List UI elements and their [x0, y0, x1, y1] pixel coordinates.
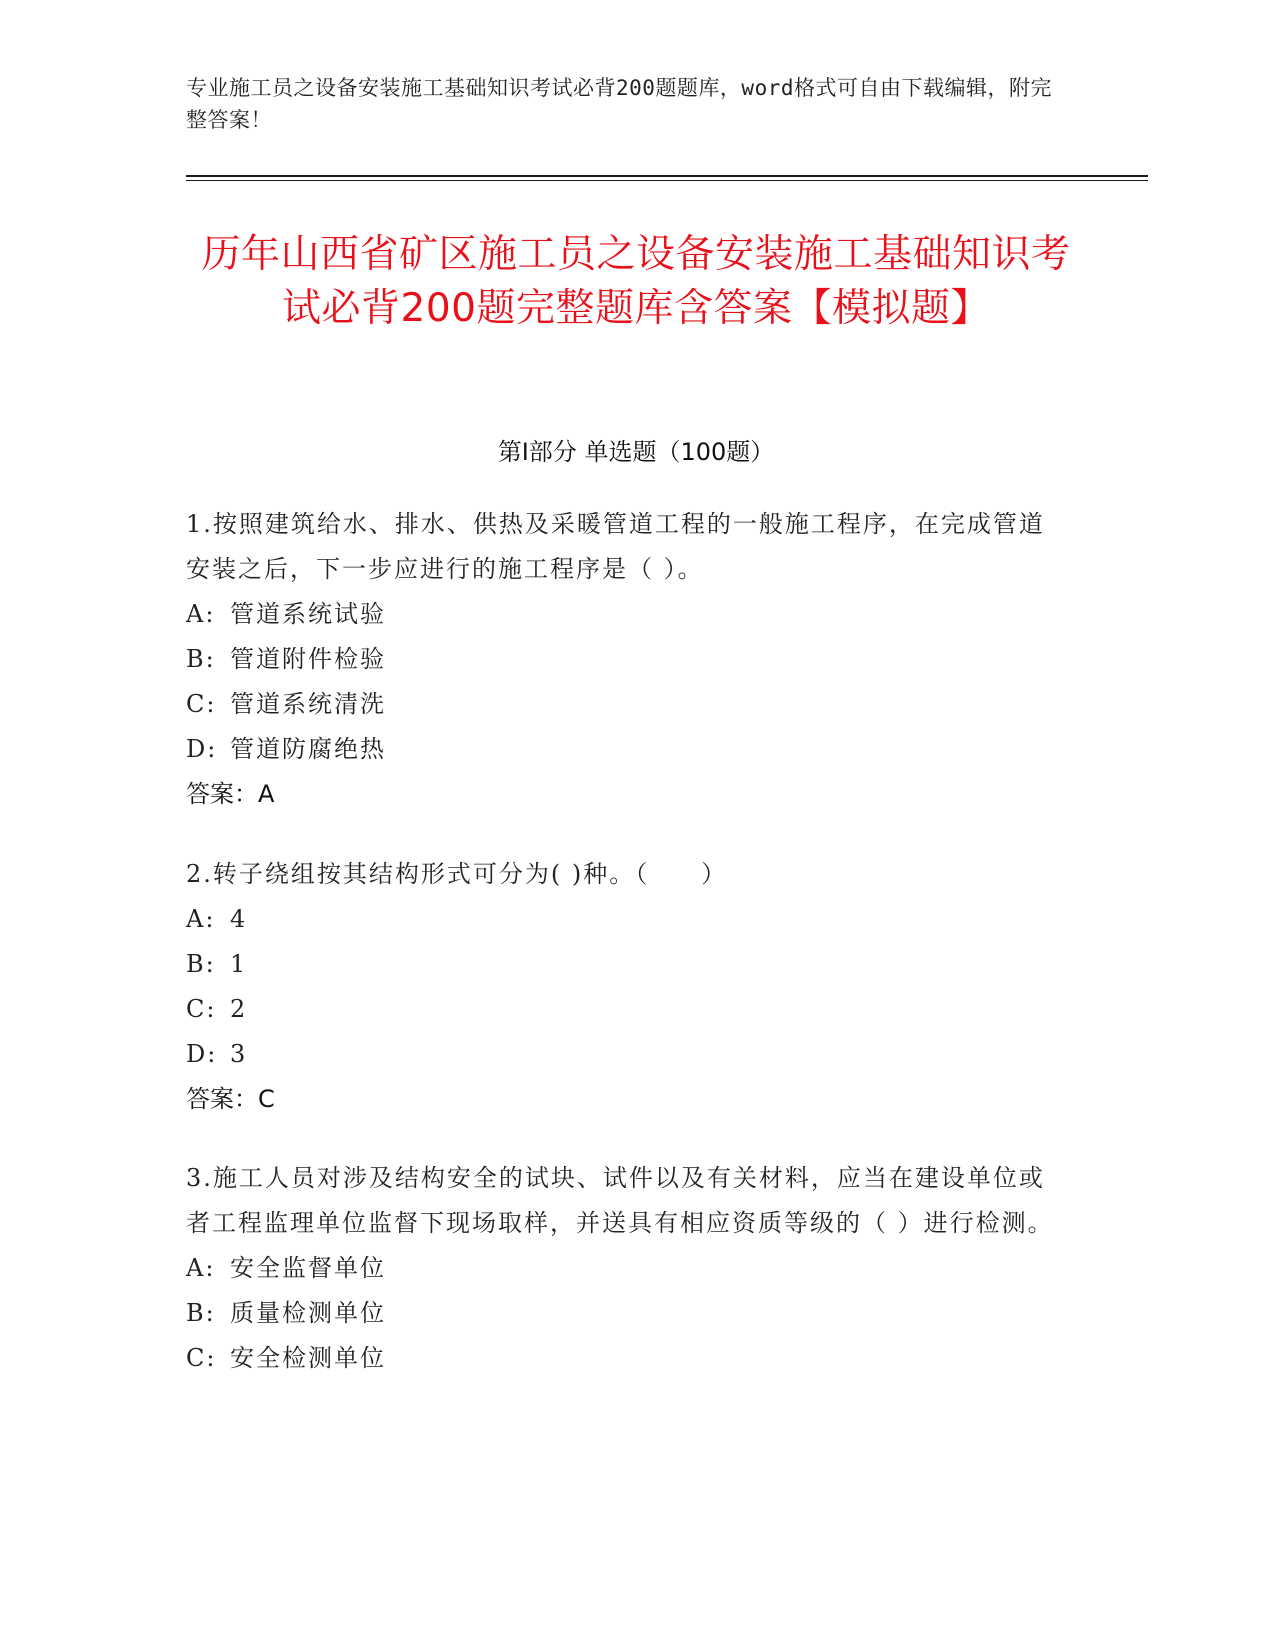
header-divider-thick: [186, 175, 1148, 177]
option-c: [186, 1336, 1066, 1381]
option-b: [186, 942, 1066, 987]
option-letter: C:: [186, 690, 217, 718]
option-text: 1: [230, 950, 248, 978]
option-a: [186, 592, 1066, 637]
document-title: 历年山西省矿区施工员之设备安装施工基础知识考试必背200题完整题库含答案【模拟题】: [201, 232, 1071, 331]
option-c: [186, 987, 1066, 1032]
section-heading: 第I部分 单选题（100题）: [497, 438, 775, 466]
option-b: [186, 1291, 1066, 1336]
question-block-2: [186, 852, 1066, 1122]
option-d: [186, 1032, 1066, 1077]
option-letter: A:: [186, 905, 216, 933]
option-text: 安全检测单位: [230, 1344, 386, 1372]
option-b: [186, 637, 1066, 682]
answer-line: 答案：A: [186, 780, 275, 808]
option-letter: B:: [186, 950, 216, 978]
option-text: 质量检测单位: [230, 1299, 386, 1327]
question-stem: 2.转子绕组按其结构形式可分为( )种。（ ）: [186, 860, 728, 888]
option-text: 管道系统清洗: [230, 690, 386, 718]
option-a: [186, 1246, 1066, 1291]
option-a: [186, 897, 1066, 942]
option-letter: C:: [186, 995, 217, 1023]
option-text: 4: [230, 905, 248, 933]
option-letter: D:: [186, 735, 218, 763]
option-c: [186, 682, 1066, 727]
option-letter: C:: [186, 1344, 217, 1372]
option-text: 管道附件检验: [230, 645, 386, 673]
option-text: 2: [230, 995, 248, 1023]
answer-line: 答案：C: [186, 1085, 275, 1113]
option-text: 安全监督单位: [230, 1254, 386, 1282]
option-letter: A:: [186, 1254, 216, 1282]
option-letter: D:: [186, 1040, 218, 1068]
question-block-1: [186, 502, 1066, 817]
option-letter: B:: [186, 1299, 216, 1327]
option-text: 管道系统试验: [230, 600, 386, 628]
question-block-3: [186, 1156, 1066, 1381]
option-letter: A:: [186, 600, 216, 628]
option-letter: B:: [186, 645, 216, 673]
question-stem: 3.施工人员对涉及结构安全的试块、试件以及有关材料，应当在建设单位或者工程监理单位监督下现场取样，并送具有相应资质等级的（ ）进行检测。: [186, 1164, 1054, 1237]
header-note: 专业施工员之设备安装施工基础知识考试必背200题题库，word格式可自由下载编辑，附完整答案！: [186, 76, 1052, 132]
option-text: 3: [230, 1040, 248, 1068]
option-text: 管道防腐绝热: [230, 735, 386, 763]
question-stem: 1.按照建筑给水、排水、供热及采暖管道工程的一般施工程序，在完成管道安装之后，下一步应进行的施工程序是（ ）。: [186, 510, 1045, 583]
option-d: [186, 727, 1066, 772]
header-divider-thin: [186, 180, 1148, 181]
